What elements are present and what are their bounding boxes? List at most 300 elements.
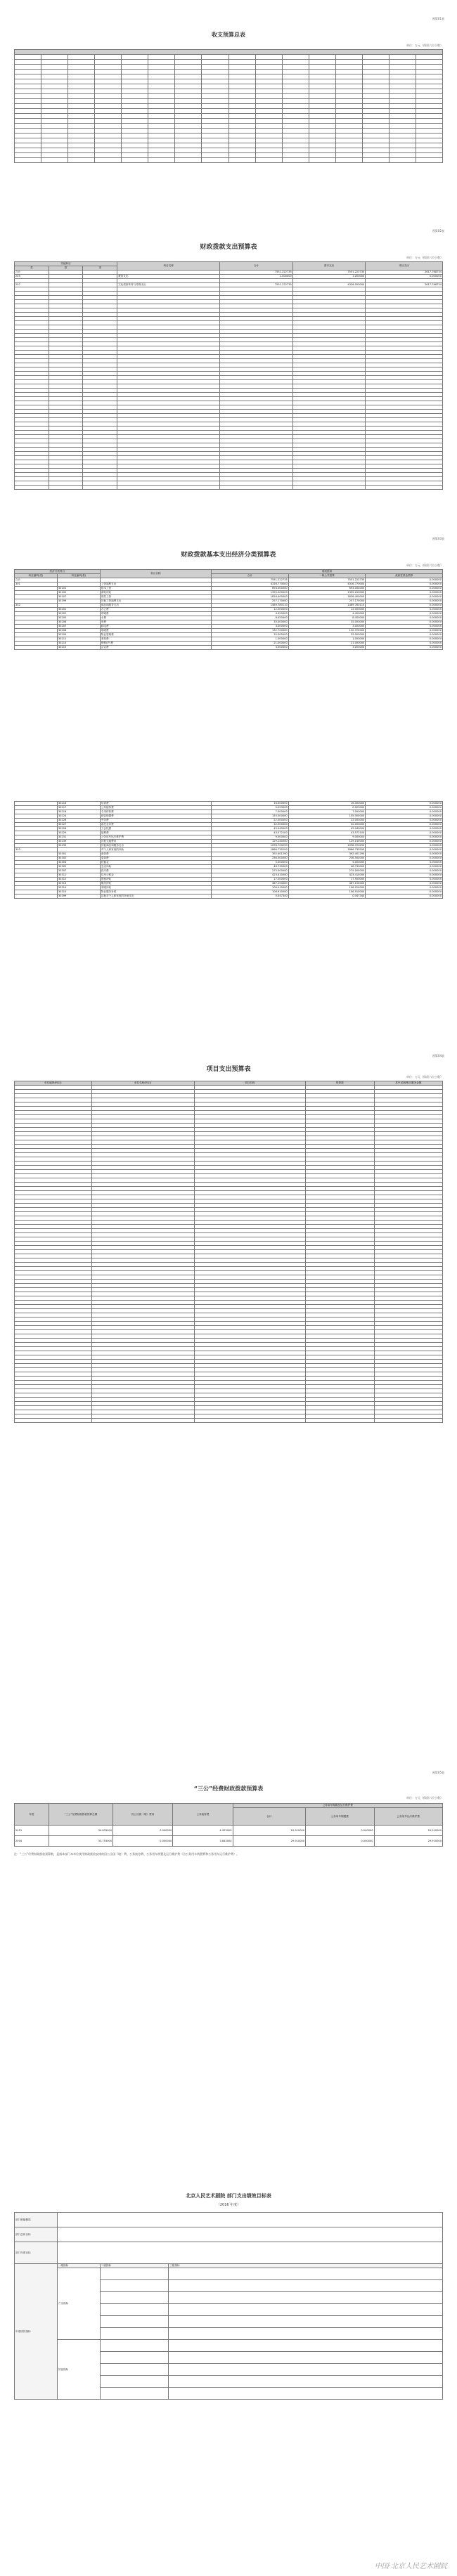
table-cell: 12.000000: [212, 608, 289, 612]
table-cell: 30199: [57, 599, 100, 604]
table-cell: 275.000000: [212, 869, 289, 873]
unit-note: 单位：万元（保留六位小数）: [406, 44, 443, 47]
table-cell: 水费: [100, 616, 211, 620]
table-cell: 退休费: [100, 857, 211, 861]
table-cell: 4.923000: [173, 1826, 233, 1836]
table-cell: 302: [15, 604, 58, 608]
table-cell: 0.000000: [113, 1836, 173, 1847]
section-subtitle: （2016 年度）: [216, 2203, 241, 2207]
table-cell: 22.000000: [212, 819, 289, 823]
three-public-table: [14, 1803, 443, 1856]
table-cell: 7.000000: [288, 810, 366, 814]
table-cell: 医疗费: [100, 869, 211, 873]
table-cell: 7.000000: [212, 810, 289, 814]
unit-note: 单位：万元（保留六位小数）: [406, 1075, 443, 1079]
table-cell: 30215: [57, 646, 100, 650]
table-cell: 30314: [57, 886, 100, 890]
performance-goal-table: [14, 2212, 443, 2400]
table-cell: 1096.720290: [288, 844, 366, 848]
table-cell: 17.500000: [212, 878, 289, 882]
table-cell: 1.000000: [220, 275, 293, 279]
table-cell: 抚恤金: [100, 861, 211, 865]
three-public-note: 注：“三公”经费财政拨款预算数，是指本部门本单位使用财政拨款安排的因公出国（境）费、公务接待费、公务用车购置及运行维护费（含公务用车购置费和公务用车运行维护费）。: [14, 1852, 240, 1856]
table-cell: 34.833000: [49, 1826, 112, 1836]
table-cell: 0.000000: [366, 595, 443, 599]
corner-note: 预算04表: [432, 1054, 444, 1058]
table-cell: 30307: [57, 869, 100, 873]
section-title: 北京人民艺术剧院 部门支出绩效目标表: [186, 2193, 271, 2199]
three-public-section: [0, 1771, 457, 2066]
table-cell: 205: [15, 275, 49, 279]
table-cell: 30217: [57, 806, 100, 810]
table-cell: 3.000000: [288, 625, 366, 629]
table-cell: 公务用车运行维护费: [100, 835, 211, 840]
table-cell: 0.000000: [366, 578, 443, 583]
table-cell: 30224: [57, 814, 100, 819]
table-cell: 0.000000: [366, 810, 443, 814]
table-cell: 工资福利支出: [100, 583, 211, 587]
unit-note: 单位：万元（保留六位小数）: [406, 1796, 443, 1800]
unit-note: 单位：万元（保留六位小数）: [406, 564, 443, 567]
col-header: 单位名称(科目): [91, 1081, 194, 1086]
table-cell: 1866.730290: [212, 848, 289, 852]
watermark: 中国·北京人民艺术剧院: [374, 2563, 447, 2570]
table-cell: 生活补助: [100, 865, 211, 869]
perf-label: 部门总体目标: [15, 2227, 58, 2242]
col-header: 因公出国（境）费用: [113, 1804, 173, 1826]
corner-note: 预算02表: [432, 229, 444, 233]
table-cell: 301: [15, 583, 58, 587]
col-header: 财政拨款: [212, 570, 443, 574]
project-expenditure-section: [0, 1054, 457, 1391]
table-cell: 购房补贴: [100, 882, 211, 886]
col-header: 单位编码(科目): [15, 1081, 92, 1086]
table-cell: 30201: [57, 608, 100, 612]
col-subheader: 科目编码(类): [15, 574, 58, 578]
col-header: “三公”经费财政拨款预算总额: [49, 1804, 112, 1826]
col-subheader: 政府性基金预算: [366, 574, 443, 578]
table-cell: 1.000000: [288, 637, 366, 642]
col-header: 项目支出: [366, 262, 443, 271]
table-cell: 采暖补贴: [100, 886, 211, 890]
table-cell: 其他交通费用: [100, 840, 211, 844]
table-cell: 0.000000: [366, 629, 443, 633]
table-cell: 2617.768734: [366, 283, 443, 287]
col-subheader: 项: [83, 266, 117, 271]
table-cell: 提租补贴: [100, 878, 211, 882]
table-cell: 275.000000: [288, 869, 366, 873]
table-cell: 0.000000: [366, 890, 443, 895]
table-cell: 3.843000: [173, 1836, 233, 1847]
col-header: 科目名称: [117, 262, 220, 271]
table-cell: 29.910000: [233, 1836, 306, 1847]
table-cell: 1489.780110: [212, 604, 289, 608]
table-cell: 9.000000: [212, 835, 289, 840]
col-header: 合计: [220, 262, 293, 271]
economic-classification-section: [0, 534, 457, 1026]
table-cell: 0.000000: [366, 587, 443, 591]
table-cell: 257.170000: [288, 599, 366, 604]
table-cell: 4316.770000: [212, 583, 289, 587]
section-title: 财政拨款基本支出经济分类预算表: [181, 552, 276, 559]
table-cell: 4.420000: [212, 612, 289, 616]
table-cell: 106.910000: [288, 886, 366, 890]
table-cell: 30211: [57, 637, 100, 642]
table-cell: 7551.222735: [220, 283, 293, 287]
corner-note: 预算03表: [432, 537, 444, 540]
table-cell: 30399: [57, 895, 100, 899]
table-cell: 392.401290: [288, 852, 366, 857]
table-cell: 1826.400000: [212, 595, 289, 599]
perf-label: 部门年度目标: [15, 2242, 58, 2264]
col-header: 公务用车购置及运行维护费: [233, 1804, 442, 1808]
table-cell: 423.410000: [212, 873, 289, 878]
table-cell: 5.000000: [288, 861, 366, 865]
table-cell: 30228: [57, 827, 100, 831]
table-cell: 155.000000: [212, 814, 289, 819]
fiscal-appropriation-table: [14, 261, 443, 490]
table-cell: 21.000000: [212, 642, 289, 646]
table-cell: 0.000000: [113, 1826, 173, 1836]
col-header: 项目名称: [194, 1081, 305, 1086]
col-subheader: 合计: [233, 1808, 306, 1826]
table-cell: 0.000000: [366, 275, 443, 279]
table-cell: 教育支出: [117, 275, 220, 279]
table-cell: 0.000000: [366, 835, 443, 840]
table-cell: 印刷费: [100, 612, 211, 616]
table-cell: 0.923000: [288, 806, 366, 810]
table-cell: 257.170000: [212, 599, 289, 604]
table-cell: 0.000000: [366, 620, 443, 625]
table-cell: 1395.200000: [288, 591, 366, 595]
table-row: [15, 646, 443, 650]
table-cell: 1395.200000: [212, 591, 289, 595]
table-cell: 32.000000: [212, 823, 289, 827]
table-cell: [15, 895, 58, 899]
col-header: 基本支出: [292, 262, 366, 271]
table-cell: 30313: [57, 882, 100, 886]
perf-label: 部门职能概述: [15, 2213, 58, 2227]
table-cell: 35.000000: [212, 620, 289, 625]
col-subheader: 公务用车运行维护费: [374, 1808, 442, 1826]
perf-label: 年度绩效指标: [15, 2264, 58, 2400]
col-subheader: 合计: [212, 574, 289, 578]
table-cell: 5.000000: [212, 861, 289, 865]
col-header: 公务接待费: [173, 1804, 233, 1826]
section-title: 项目支出预算表: [206, 1066, 251, 1073]
table-row: [15, 1836, 443, 1847]
table-cell: 16.300000: [288, 802, 366, 806]
corner-note: 预算05表: [432, 1771, 444, 1774]
table-cell: 392.401290: [212, 852, 289, 857]
table-cell: 32.000000: [288, 823, 366, 827]
col-subheader: 一般公共预算: [288, 574, 366, 578]
table-cell: 电费: [100, 620, 211, 625]
table-cell: 30231: [57, 835, 100, 840]
performance-goal-section: [0, 2192, 457, 2576]
table-cell: 0.000000: [366, 861, 443, 865]
table-cell: 其他商品和服务支出: [100, 844, 211, 848]
table-cell: 津贴补贴: [100, 591, 211, 595]
table-cell: 30101: [57, 587, 100, 591]
table-cell: 7551.222735: [220, 271, 293, 275]
unit-note: 单位：万元（保留六位小数）: [406, 256, 443, 259]
table-cell: 0.000000: [366, 865, 443, 869]
table-cell: 0.000000: [306, 1826, 374, 1836]
table-cell: 0.000000: [366, 583, 443, 587]
table-cell: 22.000000: [288, 819, 366, 823]
perf-label: 二级指标: [100, 2264, 168, 2268]
table-cell: 专用材料费: [100, 810, 211, 814]
table-cell: 12.000000: [288, 608, 366, 612]
table-cell: 29.910000: [374, 1836, 442, 1847]
table-cell: 30229: [57, 831, 100, 835]
col-header: 其中:政府购买服务金额: [374, 1081, 442, 1086]
table-cell: 工会经费: [100, 827, 211, 831]
table-cell: 0.000000: [366, 625, 443, 629]
table-cell: 合计: [15, 271, 49, 275]
table-cell: 236.500000: [288, 857, 366, 861]
table-cell: 0.000000: [366, 848, 443, 852]
col-subheader: 款: [49, 266, 83, 271]
table-cell: 17.500000: [288, 878, 366, 882]
table-cell: 30218: [57, 810, 100, 814]
table-cell: 0.000000: [366, 591, 443, 595]
table-cell: 合计: [15, 578, 58, 583]
table-cell: 33.753000: [49, 1836, 112, 1847]
table-row: [15, 895, 443, 899]
table-cell: 住房公积金: [100, 873, 211, 878]
table-cell: 7551.222735: [292, 271, 366, 275]
table-cell: 30312: [57, 878, 100, 882]
table-cell: 30216: [57, 802, 100, 806]
table-cell: 0.000000: [366, 819, 443, 823]
table-cell: 43.572100: [288, 831, 366, 835]
table-cell: 207: [15, 283, 49, 287]
table-cell: 0.000000: [366, 895, 443, 899]
table-cell: 其他工资福利支出: [100, 599, 211, 604]
table-cell: 福利费: [100, 831, 211, 835]
table-cell: 0.000000: [366, 886, 443, 890]
table-cell: 693.000000: [288, 587, 366, 591]
table-cell: 35.000000: [288, 620, 366, 625]
table-cell: 0.000000: [366, 844, 443, 848]
table-cell: 0.000000: [366, 852, 443, 857]
col-header: 年度: [15, 1804, 49, 1826]
table-cell: 106.910000: [212, 890, 289, 895]
table-cell: 21.000000: [288, 642, 366, 646]
table-cell: 0.000000: [366, 823, 443, 827]
table-cell: 0.000000: [366, 882, 443, 886]
table-cell: 基本工资: [100, 587, 211, 591]
table-cell: 物业管理费: [100, 633, 211, 637]
project-expenditure-table: [14, 1081, 443, 1423]
table-cell: 9.000000: [288, 835, 366, 840]
table-cell: 0.923000: [212, 806, 289, 810]
table-cell: 0.000000: [366, 612, 443, 616]
table-cell: 4326.000000: [292, 283, 366, 287]
table-cell: 1826.400000: [288, 595, 366, 599]
table-cell: 30206: [57, 620, 100, 625]
table-cell: 106.910000: [288, 890, 366, 895]
table-cell: 1096.720290: [212, 844, 289, 848]
table-cell: 0.000000: [366, 806, 443, 810]
income-expense-section: [0, 0, 457, 225]
table-cell: 30107: [57, 595, 100, 599]
table-cell: 16.300000: [212, 802, 289, 806]
table-cell: 45.940000: [212, 827, 289, 831]
table-cell: 132.720000: [288, 629, 366, 633]
table-cell: 487.150000: [288, 882, 366, 886]
table-cell: 4.420000: [288, 612, 366, 616]
table-cell: 商品和服务支出: [100, 604, 211, 608]
table-cell: 30239: [57, 840, 100, 844]
table-cell: 423.410000: [288, 873, 366, 878]
table-cell: 132.720000: [212, 629, 289, 633]
table-cell: 文化旅游体育与传媒支出: [117, 283, 220, 287]
perf-label: 产出指标: [57, 2268, 100, 2340]
table-cell: 0.000000: [366, 827, 443, 831]
table-cell: 129.140000: [212, 840, 289, 844]
col-header: 科目名称: [100, 570, 211, 578]
table-cell: 7551.222735: [212, 578, 289, 583]
section-title: “三公”经费财政拨款预算表: [193, 1785, 264, 1792]
table-cell: 0.000000: [366, 814, 443, 819]
table-cell: 30305: [57, 865, 100, 869]
table-cell: 30304: [57, 861, 100, 865]
corner-note: 预算01表: [432, 17, 444, 20]
table-cell: 30311: [57, 873, 100, 878]
table-cell: 0.000000: [366, 637, 443, 642]
table-cell: 30226: [57, 819, 100, 823]
table-cell: 2617.768734: [366, 271, 443, 275]
col-subheader: 类: [15, 266, 49, 271]
table-cell: 30299: [57, 844, 100, 848]
section-title: 收支预算总表: [212, 32, 245, 38]
col-subheader: 公务用车购置费: [306, 1808, 374, 1826]
table-cell: 1489.780110: [288, 604, 366, 608]
col-header: 功能科目: [15, 262, 117, 266]
table-cell: 离休费: [100, 852, 211, 857]
table-cell: 29.910000: [374, 1826, 442, 1836]
table-cell: 0.000000: [366, 802, 443, 806]
table-cell: 0.000000: [366, 599, 443, 604]
table-cell: 35.000000: [212, 633, 289, 637]
table-cell: 1.000000: [292, 275, 366, 279]
table-cell: 29.910000: [233, 1826, 306, 1836]
table-cell: 155.000000: [288, 814, 366, 819]
table-cell: 其他对个人和家庭的补助支出: [100, 895, 211, 899]
table-cell: 维修(护)费: [100, 642, 211, 646]
table-cell: 0.000000: [366, 633, 443, 637]
table-cell: 30209: [57, 633, 100, 637]
table-row: [15, 1826, 443, 1836]
economic-classification-table: [14, 569, 443, 650]
col-header: 预算数: [306, 1081, 374, 1086]
table-cell: 8.450000: [288, 616, 366, 620]
table-cell: 487.150000: [212, 882, 289, 886]
table-cell: 0.000000: [366, 873, 443, 878]
table-cell: 0.000000: [366, 840, 443, 844]
table-cell: 30208: [57, 629, 100, 633]
table-cell: 1866.730290: [288, 848, 366, 852]
economic-classification-table-cont: [14, 801, 443, 899]
table-cell: 培训费: [100, 802, 211, 806]
table-cell: 1.000000: [212, 637, 289, 642]
table-cell: 30302: [57, 857, 100, 861]
table-cell: 会议费: [100, 646, 211, 650]
table-cell: 0.000000: [366, 857, 443, 861]
table-cell: 7551.222735: [288, 578, 366, 583]
table-cell: 0.000000: [366, 869, 443, 873]
table-cell: 0.047340: [288, 895, 366, 899]
table-cell: 35.000000: [288, 633, 366, 637]
table-cell: 3.000000: [212, 646, 289, 650]
table-cell: 30315: [57, 890, 100, 895]
table-cell: 物业服务补贴: [100, 890, 211, 895]
perf-label: 效益指标: [57, 2340, 100, 2400]
table-cell: 0.000000: [366, 616, 443, 620]
table-cell: 30227: [57, 823, 100, 827]
table-cell: 48.730000: [288, 865, 366, 869]
table-cell: 3.000000: [212, 625, 289, 629]
table-cell: 30202: [57, 612, 100, 616]
table-cell: 被装购置费: [100, 814, 211, 819]
table-cell: 303: [15, 848, 58, 852]
table-cell: 委托业务费: [100, 823, 211, 827]
table-cell: 公务接待费: [100, 806, 211, 810]
perf-label: 一级指标: [57, 2264, 100, 2268]
table-cell: 43.572100: [212, 831, 289, 835]
table-cell: 106.910000: [212, 886, 289, 890]
table-cell: 差旅费: [100, 637, 211, 642]
table-cell: 30102: [57, 591, 100, 595]
table-cell: 48.730000: [212, 865, 289, 869]
table-cell: 30207: [57, 625, 100, 629]
table-cell: 3.000000: [288, 646, 366, 650]
table-cell: 236.500000: [212, 857, 289, 861]
table-cell: 30213: [57, 642, 100, 646]
table-cell: 8.450000: [212, 616, 289, 620]
table-cell: 0.047340: [212, 895, 289, 899]
table-cell: 0.000000: [366, 608, 443, 612]
table-cell: 129.140000: [288, 840, 366, 844]
table-cell: 0.000000: [366, 642, 443, 646]
table-cell: [15, 646, 58, 650]
fiscal-appropriation-section: [0, 225, 457, 492]
table-cell: 2015: [15, 1826, 49, 1836]
table-cell: 4316.770000: [288, 583, 366, 587]
table-cell: 0.000000: [366, 646, 443, 650]
table-cell: 邮电费: [100, 625, 211, 629]
table-cell: 45.940000: [288, 827, 366, 831]
perf-label: 三级指标: [169, 2264, 443, 2268]
table-cell: 0.000000: [306, 1836, 374, 1847]
table-cell: 0.000000: [366, 604, 443, 608]
table-cell: 办公费: [100, 608, 211, 612]
table-cell: 0.000000: [366, 878, 443, 882]
table-cell: 30205: [57, 616, 100, 620]
table-cell: 0.000000: [366, 831, 443, 835]
table-cell: 693.000000: [212, 587, 289, 591]
table-cell: 2016: [15, 1836, 49, 1847]
table-cell: 劳务费: [100, 819, 211, 823]
table-cell: 30301: [57, 852, 100, 857]
table-cell: 绩效工资: [100, 595, 211, 599]
table-cell: 取暖费: [100, 629, 211, 633]
col-subheader: 科目编码(款): [57, 574, 100, 578]
col-header: 经济分类科目: [15, 570, 101, 574]
